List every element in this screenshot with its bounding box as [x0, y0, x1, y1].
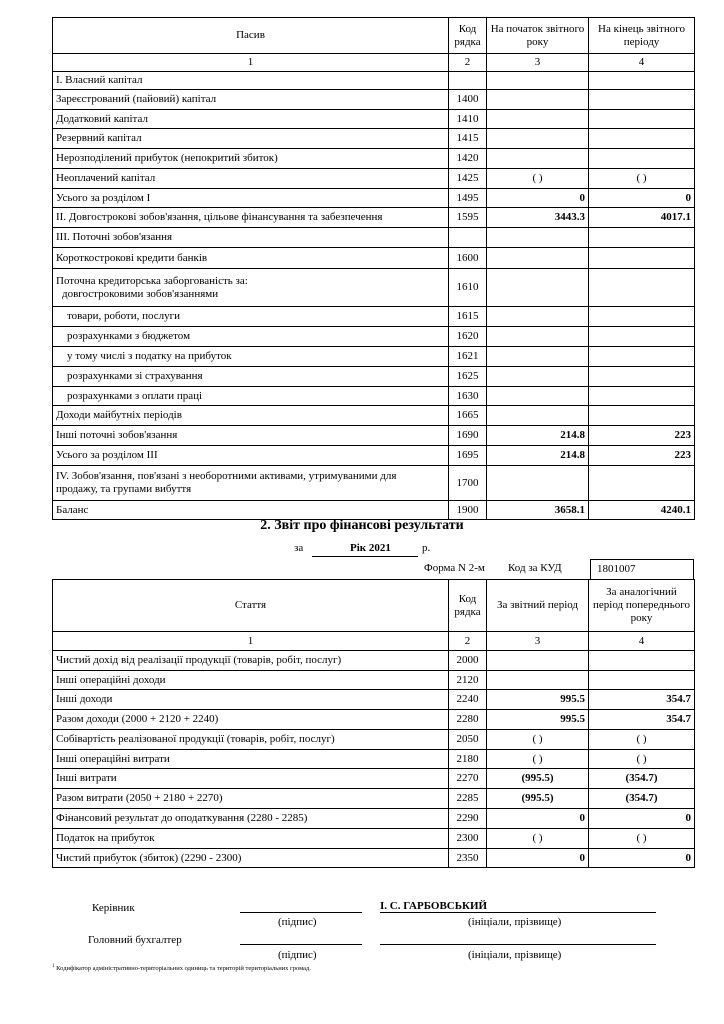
- row-label-text: ІІІ. Поточні зобов'язання: [56, 231, 173, 243]
- row-value-prev: [589, 651, 695, 671]
- row-label: Собівартість реалізованої продукції (товарів, робіт, послуг): [53, 730, 449, 750]
- head-label: Керівник: [92, 902, 135, 914]
- row-label: [53, 501, 449, 520]
- header-previous: За аналогічний період попереднього року: [589, 580, 695, 632]
- table-row: [53, 446, 695, 466]
- table-row: [53, 90, 695, 110]
- row-value-end: [589, 466, 695, 501]
- table-row: [53, 829, 695, 849]
- row-value-start: [487, 149, 589, 169]
- row-label: [53, 347, 449, 367]
- row-label: [53, 269, 449, 307]
- row-label: [53, 189, 449, 208]
- header-start: На початок звітного року: [487, 18, 589, 54]
- row-value-prev: ( ): [589, 750, 695, 769]
- row-value-end: [589, 72, 695, 90]
- row-code: 1400: [449, 90, 487, 110]
- row-code: 1415: [449, 129, 487, 149]
- row-value-cur: ( ): [487, 829, 589, 849]
- row-label-text: Додатковий капітал: [56, 112, 148, 125]
- col-number: 2: [449, 632, 487, 651]
- table-row: [53, 307, 695, 327]
- row-value-prev: 0: [589, 849, 695, 868]
- row-value-start: [487, 347, 589, 367]
- row-code: 1690: [449, 426, 487, 446]
- row-value-end: [589, 149, 695, 169]
- row-value-prev: 354.7: [589, 710, 695, 730]
- header-end: На кінець звітного періоду: [589, 18, 695, 54]
- row-value-start: 214.8: [487, 426, 589, 446]
- row-label-text: розрахунками з бюджетом: [67, 330, 191, 342]
- row-label-text: IV. Зобов'язання, пов'язані з необоротними активами, утримуваними для: [56, 470, 397, 482]
- balance-liabilities-table: [52, 17, 695, 520]
- row-code: 1615: [449, 307, 487, 327]
- column-number-row: [53, 54, 695, 72]
- table-row: [53, 730, 695, 750]
- row-value-start: [487, 367, 589, 387]
- row-label-text: Неоплачений капітал: [56, 172, 156, 184]
- row-code: [449, 228, 487, 248]
- table-row: [53, 789, 695, 809]
- row-value-end: [589, 327, 695, 347]
- row-value-prev: (354.7): [589, 769, 695, 789]
- footnote: [52, 964, 311, 972]
- row-value-cur: [487, 651, 589, 671]
- row-code: 1630: [449, 387, 487, 406]
- row-value-cur: (995.5): [487, 789, 589, 809]
- row-label: [53, 90, 449, 110]
- table-header-row: [53, 580, 695, 632]
- row-label: [53, 208, 449, 228]
- form-label: Форма N 2-м: [424, 562, 485, 574]
- row-value-end: [589, 269, 695, 307]
- table-row: [53, 189, 695, 208]
- row-value-end: 223: [589, 426, 695, 446]
- row-code: 1410: [449, 110, 487, 129]
- row-code: 1900: [449, 501, 487, 520]
- row-value-start: [487, 466, 589, 501]
- row-label-text: Поточна кредиторська заборгованість за:: [56, 274, 248, 287]
- row-label-text: І. Власний капітал: [56, 74, 143, 86]
- col-number: 3: [487, 54, 589, 72]
- row-code: 2050: [449, 730, 487, 750]
- row-label: [53, 307, 449, 327]
- row-value-start: [487, 129, 589, 149]
- row-label-text-2: продажу, та групами вибуття: [56, 483, 192, 495]
- table-row: [53, 671, 695, 690]
- row-code: 2270: [449, 769, 487, 789]
- row-value-start: [487, 228, 589, 248]
- row-value-cur: 0: [487, 809, 589, 829]
- row-code: 1700: [449, 466, 487, 501]
- table-row: [53, 149, 695, 169]
- row-value-cur: (995.5): [487, 769, 589, 789]
- period-value: Рік 2021: [350, 542, 391, 554]
- row-value-cur: 0: [487, 849, 589, 868]
- header-code: Код рядка: [449, 580, 487, 632]
- name-caption: (ініціали, прізвище): [468, 916, 562, 928]
- row-value-end: 223: [589, 446, 695, 466]
- row-code: 1625: [449, 367, 487, 387]
- row-value-end: 4017.1: [589, 208, 695, 228]
- row-code: 1420: [449, 149, 487, 169]
- row-code: 2240: [449, 690, 487, 710]
- row-value-prev: ( ): [589, 829, 695, 849]
- row-label-text: у тому числі з податку на прибуток: [67, 350, 232, 362]
- row-value-end: [589, 110, 695, 129]
- table-row: [53, 651, 695, 671]
- financial-results-table: [52, 579, 695, 868]
- col-number: 2: [449, 54, 487, 72]
- table-row: [53, 849, 695, 868]
- row-label-text: товари, роботи, послуги: [67, 310, 181, 322]
- row-value-end: 0: [589, 189, 695, 208]
- row-value-end: [589, 307, 695, 327]
- row-code: 2300: [449, 829, 487, 849]
- table-row: [53, 710, 695, 730]
- row-value-start: 3658.1: [487, 501, 589, 520]
- row-code: 2350: [449, 849, 487, 868]
- row-code: [449, 72, 487, 90]
- row-code: 1425: [449, 169, 487, 189]
- period-prefix: за: [294, 542, 304, 554]
- table-row: [53, 769, 695, 789]
- table-row: [53, 72, 695, 90]
- row-label-text-2: довгостроковими зобов'язаннями: [62, 287, 219, 300]
- row-value-start: [487, 406, 589, 426]
- row-value-cur: ( ): [487, 730, 589, 750]
- row-code: 2180: [449, 750, 487, 769]
- row-label-text: Зареєстрований (пайовий) капітал: [56, 93, 217, 105]
- financial-results-title: 2. Звіт про фінансові результати: [260, 518, 464, 533]
- row-code: 1665: [449, 406, 487, 426]
- row-value-start: 0: [487, 189, 589, 208]
- row-label: Чистий прибуток (збиток) (2290 - 2300): [53, 849, 449, 868]
- header-liabilities: Пасив: [53, 18, 449, 54]
- table-row: [53, 347, 695, 367]
- row-value-start: [487, 387, 589, 406]
- row-label: [53, 466, 449, 501]
- table-row: [53, 750, 695, 769]
- row-value-cur: 995.5: [487, 710, 589, 730]
- row-label-text: розрахунками з оплати праці: [67, 389, 203, 402]
- row-value-start: [487, 248, 589, 269]
- row-code: 1620: [449, 327, 487, 347]
- kud-value: 1801007: [590, 559, 694, 579]
- row-value-start: [487, 110, 589, 129]
- table-row: [53, 501, 695, 520]
- row-label-text: Нерозподілений прибуток (непокритий збиток): [56, 152, 278, 164]
- row-code: 1600: [449, 248, 487, 269]
- accountant-name-line: [380, 944, 656, 945]
- table-header-row: [53, 18, 695, 54]
- row-label: [53, 129, 449, 149]
- row-label: [53, 228, 449, 248]
- row-label-text: розрахунками зі страхування: [67, 370, 203, 382]
- row-value-end: [589, 347, 695, 367]
- row-label: Разом доходи (2000 + 2120 + 2240): [53, 710, 449, 730]
- footnote-mark: 1: [52, 964, 55, 969]
- table-row: [53, 466, 695, 501]
- row-label: Податок на прибуток: [53, 829, 449, 849]
- row-code: 2280: [449, 710, 487, 730]
- head-name-line: [380, 912, 656, 913]
- header-code: Код рядка: [449, 18, 487, 54]
- row-value-start: [487, 90, 589, 110]
- row-label: [53, 406, 449, 426]
- row-label-text: Доходи майбутніх періодів: [56, 409, 182, 421]
- kud-label: Код за КУД: [508, 562, 562, 574]
- header-article: Стаття: [53, 580, 449, 632]
- col-number: 1: [53, 54, 449, 72]
- period-suffix: р.: [422, 542, 431, 554]
- row-code: 1595: [449, 208, 487, 228]
- table-row: [53, 690, 695, 710]
- row-code: 1495: [449, 189, 487, 208]
- row-value-cur: ( ): [487, 750, 589, 769]
- row-label: Разом витрати (2050 + 2180 + 2270): [53, 789, 449, 809]
- row-label: [53, 387, 449, 406]
- row-value-start: [487, 307, 589, 327]
- table-row: [53, 387, 695, 406]
- period-underline: [312, 556, 418, 557]
- col-number: 3: [487, 632, 589, 651]
- row-label: [53, 110, 449, 129]
- accountant-signature-line: [240, 944, 362, 945]
- header-current: За звітний період: [487, 580, 589, 632]
- row-value-start: 214.8: [487, 446, 589, 466]
- col-number: 4: [589, 54, 695, 72]
- footnote-text: Кодифікатор адміністративно-територіальних одиниць та територій територіальних громад.: [56, 965, 311, 973]
- row-code: 1621: [449, 347, 487, 367]
- row-label: Інші операційні доходи: [53, 671, 449, 690]
- row-value-end: 4240.1: [589, 501, 695, 520]
- table-row: [53, 129, 695, 149]
- row-label: Фінансовий результат до оподаткування (2280 - 2285): [53, 809, 449, 829]
- row-label: [53, 149, 449, 169]
- row-value-end: [589, 228, 695, 248]
- row-value-end: [589, 367, 695, 387]
- table-row: [53, 248, 695, 269]
- row-value-start: [487, 269, 589, 307]
- table-row: [53, 269, 695, 307]
- row-value-prev: [589, 671, 695, 690]
- table-row: [53, 228, 695, 248]
- table-row: [53, 110, 695, 129]
- row-value-prev: 0: [589, 809, 695, 829]
- row-label: Інші операційні витрати: [53, 750, 449, 769]
- row-code: 2000: [449, 651, 487, 671]
- row-label: Чистий дохід від реалізації продукції (товарів, робіт, послуг): [53, 651, 449, 671]
- row-label-text: Баланс: [56, 503, 89, 516]
- table-row: [53, 169, 695, 189]
- table-row: [53, 208, 695, 228]
- signature-caption: (підпис): [278, 949, 317, 961]
- row-value-prev: 354.7: [589, 690, 695, 710]
- head-signature-line: [240, 912, 362, 913]
- row-label: [53, 446, 449, 466]
- table-row: [53, 327, 695, 347]
- row-label: Інші доходи: [53, 690, 449, 710]
- col-number: 1: [53, 632, 449, 651]
- table-row: [53, 426, 695, 446]
- row-label-text: Усього за розділом І: [56, 191, 151, 204]
- row-value-start: ( ): [487, 169, 589, 189]
- table-row: [53, 406, 695, 426]
- row-label: [53, 327, 449, 347]
- row-label-text: Резервний капітал: [56, 132, 142, 144]
- row-label-text: Усього за розділом ІІІ: [56, 449, 158, 461]
- row-value-end: [589, 387, 695, 406]
- head-name: І. С. ГАРБОВСЬКИЙ: [380, 900, 488, 912]
- accountant-label: Головний бухгалтер: [88, 934, 182, 946]
- row-label: [53, 367, 449, 387]
- row-code: 2290: [449, 809, 487, 829]
- row-code: 1610: [449, 269, 487, 307]
- row-value-start: [487, 327, 589, 347]
- row-value-end: [589, 406, 695, 426]
- row-value-end: [589, 248, 695, 269]
- table-row: [53, 367, 695, 387]
- row-value-end: [589, 90, 695, 110]
- row-value-cur: [487, 671, 589, 690]
- row-label: [53, 426, 449, 446]
- row-value-prev: ( ): [589, 730, 695, 750]
- row-label-text: ІІ. Довгострокові зобов'язання, цільове фінансування та забезпечення: [56, 211, 383, 223]
- row-value-cur: 995.5: [487, 690, 589, 710]
- table-row: [53, 809, 695, 829]
- row-code: 1695: [449, 446, 487, 466]
- row-code: 2285: [449, 789, 487, 809]
- name-caption: (ініціали, прізвище): [468, 949, 562, 961]
- column-number-row: [53, 632, 695, 651]
- row-code: 2120: [449, 671, 487, 690]
- row-label-text: Короткострокові кредити банків: [56, 251, 208, 264]
- signature-caption: (підпис): [278, 916, 317, 928]
- row-value-start: 3443.3: [487, 208, 589, 228]
- row-label: [53, 169, 449, 189]
- row-label: Інші витрати: [53, 769, 449, 789]
- row-value-end: ( ): [589, 169, 695, 189]
- row-value-prev: (354.7): [589, 789, 695, 809]
- row-value-start: [487, 72, 589, 90]
- row-value-end: [589, 129, 695, 149]
- col-number: 4: [589, 632, 695, 651]
- row-label-text: Інші поточні зобов'язання: [56, 429, 178, 441]
- row-label: [53, 72, 449, 90]
- row-label: [53, 248, 449, 269]
